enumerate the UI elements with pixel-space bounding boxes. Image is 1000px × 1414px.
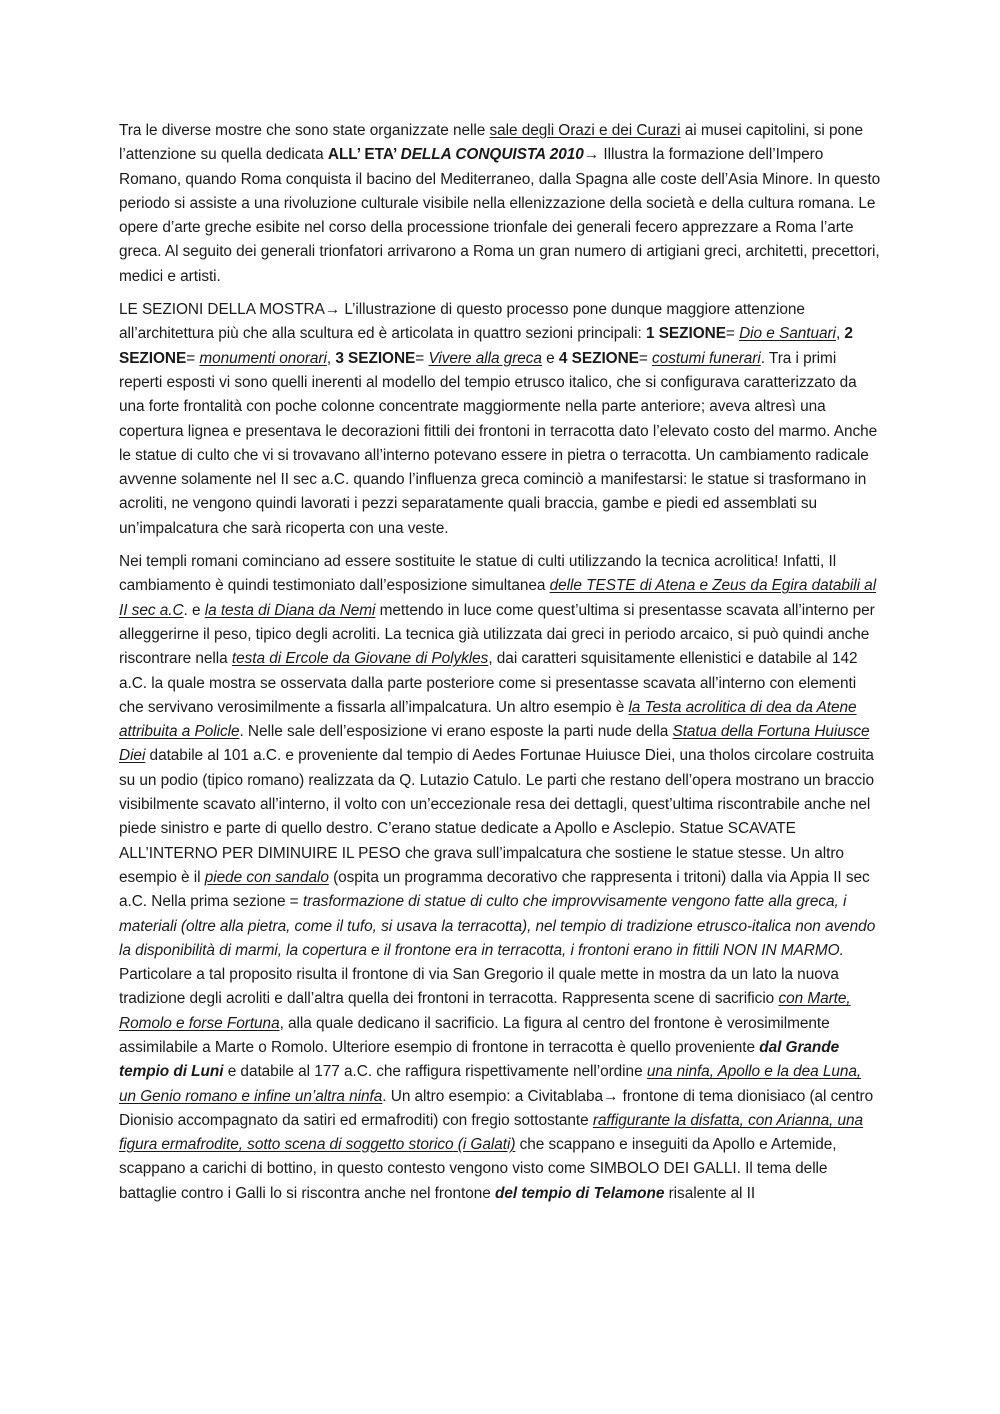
text-run: Statua della Fortuna Huiusce Diei bbox=[119, 723, 870, 765]
text-run: con Marte, Romolo e forse Fortuna bbox=[119, 990, 851, 1032]
text-run: costumi funerari bbox=[652, 349, 761, 367]
text-run: LE SEZIONI DELLA MOSTRA bbox=[119, 301, 325, 319]
text-run: . Un altro esempio: a Civitablaba bbox=[382, 1087, 604, 1105]
text-run: = bbox=[725, 325, 740, 343]
text-run: una ninfa, Apollo e la dea Luna, un Genio romano e infine un’altra ninfa bbox=[119, 1063, 862, 1105]
text-run: databile al 101 a.C. e proveniente dal tempio di Aedes Fortunae Huiusce Diei, una tholos circolare costruita su un podio (tipico romano) realizzata da Q. Lutazio Catulo. Le parti che restano dell’opera mostrano un braccio visibilmente scavato all’interno, il volto con un’eccezionale resa dei dettagli, quest’ultima riscontrabile anche nel piede sinistro e parte di quello destro. C’erano statue dedicate a Apollo e Asclepio. Statue SCAVATE ALL’INTERNO PER DIMINUIRE IL PESO che grava sull’impalcatura che sostiene le statue stesse. Un altro esempio è il bbox=[119, 747, 874, 886]
text-run: Tra le diverse mostre che sono state organizzate nelle bbox=[119, 122, 490, 139]
text-run: monumenti onorari bbox=[199, 349, 327, 367]
text-run: . Tra i primi reperti esposti vi sono quelli inerenti al modello del tempio etrusco italico, che si configurava caratterizzato da una forte frontalità con poche colonne concentrate maggiormente nella parte anteriore; aveva altresì una copertura lignea e presentava le decorazioni fittili dei frontoni in terracotta dato l’elevato costo del marmo. Anche le statue di culto che vi si trovavano all’interno potevano essere in pietra o terracotta. Un cambiamento radicale avvenne solamente nel II sec a.C. quando l’influenza greca cominciò a manifestarsi: le statue si trasformano in acroliti, ne vengono quindi lavorati i pezzi separatamente quali braccia, gambe e piedi ed assemblati su un’impalcatura che sarà ricoperta con una veste. bbox=[119, 349, 878, 537]
text-run: e databile al 177 a.C. che raffigura rispettivamente nell’ordine bbox=[223, 1063, 647, 1081]
text-run: delle TESTE di Atena e Zeus da Egira databili al II sec a.C bbox=[119, 577, 877, 619]
text-run: la Testa acrolitica di dea da Atene attribuita a Policle bbox=[119, 698, 857, 741]
text-run: e bbox=[541, 349, 559, 367]
text-run: 2 SEZIONE bbox=[119, 325, 853, 367]
text-run: DELLA CONQUISTA 2010 bbox=[400, 146, 584, 164]
text-run: → bbox=[324, 301, 341, 319]
text-run: ai musei capitolini, si pone l’attenzione su quella dedicata bbox=[119, 122, 864, 164]
text-run: = bbox=[186, 349, 200, 367]
text-run: frontone di tema dionisiaco (al centro Dionisio accompagnato da satiri ed ermafroditi) con fregio sottostante bbox=[119, 1087, 874, 1129]
document-page bbox=[119, 119, 881, 1215]
text-run: del tempio di Telamone bbox=[495, 1184, 665, 1202]
text-run: → bbox=[583, 146, 604, 164]
text-run: = bbox=[415, 349, 429, 367]
text-run: , alla quale dedicano il sacrificio. La figura al centro del frontone è verosimilmente assimilabile a Marte o Romolo. Ulteriore esempio di frontone in terracotta è quello proveniente bbox=[119, 1014, 830, 1056]
paragraph-intro bbox=[119, 119, 881, 289]
text-run: 1 SEZIONE bbox=[645, 325, 726, 343]
text-run: 3 SEZIONE bbox=[335, 349, 416, 367]
text-run: raffigurante la disfatta, con Arianna, una figura ermafrodite, sotto scena di soggetto storico (i Galati) bbox=[119, 1111, 864, 1154]
text-run: = bbox=[638, 349, 653, 367]
text-run: L’illustrazione di questo processo pone dunque maggiore attenzione all’architettura più che alla scultura ed è articolata in quattro sezioni principali: bbox=[119, 301, 805, 343]
text-run: dal Grande tempio di Luni bbox=[119, 1038, 840, 1081]
text-run: Nei templi romani cominciano ad essere sostituite le statue di culti utilizzando la tecnica acrolitica! Infatti, Il cambiamento è quindi testimoniato dall’esposizione simultanea bbox=[119, 553, 837, 595]
text-run: sale degli Orazi e dei Curazi bbox=[489, 122, 681, 139]
text-run: Particolare a tal proposito risulta il frontone di via San Gregorio il quale mette in mostra da un lato la nuova tradizione degli acroliti e dall’altra quella dei frontoni in terracotta. Rappresenta scene di sacrificio bbox=[119, 966, 839, 1008]
text-run: . Nelle sale dell’esposizione vi erano esposte la parti nude della bbox=[239, 723, 673, 741]
text-run: la testa di Diana da Nemi bbox=[204, 601, 376, 619]
text-run: Vivere alla greca bbox=[428, 349, 542, 367]
text-run: trasformazione di statue di culto che improvvisamente vengono fatte alla greca, i materiali (oltre alla pietra, come il tufo, si usava la terracotta), nel tempio di tradizione etrusco-italica non avendo la disponibilità di marmi, la copertura e il frontone era in terracotta, i frontoni erano in fittili NON IN MARMO. bbox=[119, 893, 876, 959]
text-run: , dai caratteri squisitamente ellenistici e databile al 142 a.C. la quale mostra se osservata dalla parte posteriore come si presentasse scavata all’interno con elementi che servivano verosimilmente a fissarla all’impalcatura. Un altro esempio è bbox=[119, 650, 858, 716]
text-run: mettendo in luce come quest’ultima si presentasse scavata all’interno per alleggerirne il peso, tipico degli acroliti. La tecnica già utilizzata dai greci in periodo arcaico, si può quindi anche riscontrare nella bbox=[119, 601, 875, 668]
text-run: piede con sandalo bbox=[204, 868, 329, 886]
text-run: che scappano e inseguiti da Apollo e Artemide, scappano a carichi di bottino, in questo contesto vengono visto come SIMBOLO DEI GALLI. Il tema delle battaglie contro i Galli lo si riscontra anche nel frontone bbox=[119, 1136, 837, 1202]
text-run: (ospita un programma decorativo che rappresenta i tritoni) dalla via Appia II sec a.C. Nella prima sezione = bbox=[119, 868, 870, 911]
text-run: → bbox=[603, 1087, 619, 1105]
text-run: . e bbox=[183, 601, 205, 619]
text-run: Dio e Santuari bbox=[739, 325, 836, 343]
text-run: testa di Ercole da Giovane di Polykles bbox=[231, 650, 489, 668]
paragraph-sections bbox=[119, 298, 881, 541]
text-run: ALL’ ETA’ bbox=[327, 146, 401, 164]
text-run: Illustra la formazione dell’Impero Romano, quando Roma conquista il bacino del Mediterraneo, dalla Spagna alle coste dell’Asia Minore. In questo periodo si assiste a una rivoluzione culturale visibile nella ellenizzazione della società e della cultura romana. Le opere d’arte greche esibite nel corso della processione trionfale dei generali fecero apprezzare a Roma l’arte greca. Al seguito dei generali trionfatori arrivarono a Roma un gran numero di artigiani greci, architetti, precettori, medici e artisti. bbox=[119, 146, 881, 285]
text-run: , bbox=[835, 325, 845, 343]
text-run: risalente al II bbox=[664, 1184, 756, 1202]
text-run: 4 SEZIONE bbox=[558, 349, 639, 367]
text-run: , bbox=[326, 349, 336, 367]
paragraph-temples bbox=[119, 550, 881, 1206]
